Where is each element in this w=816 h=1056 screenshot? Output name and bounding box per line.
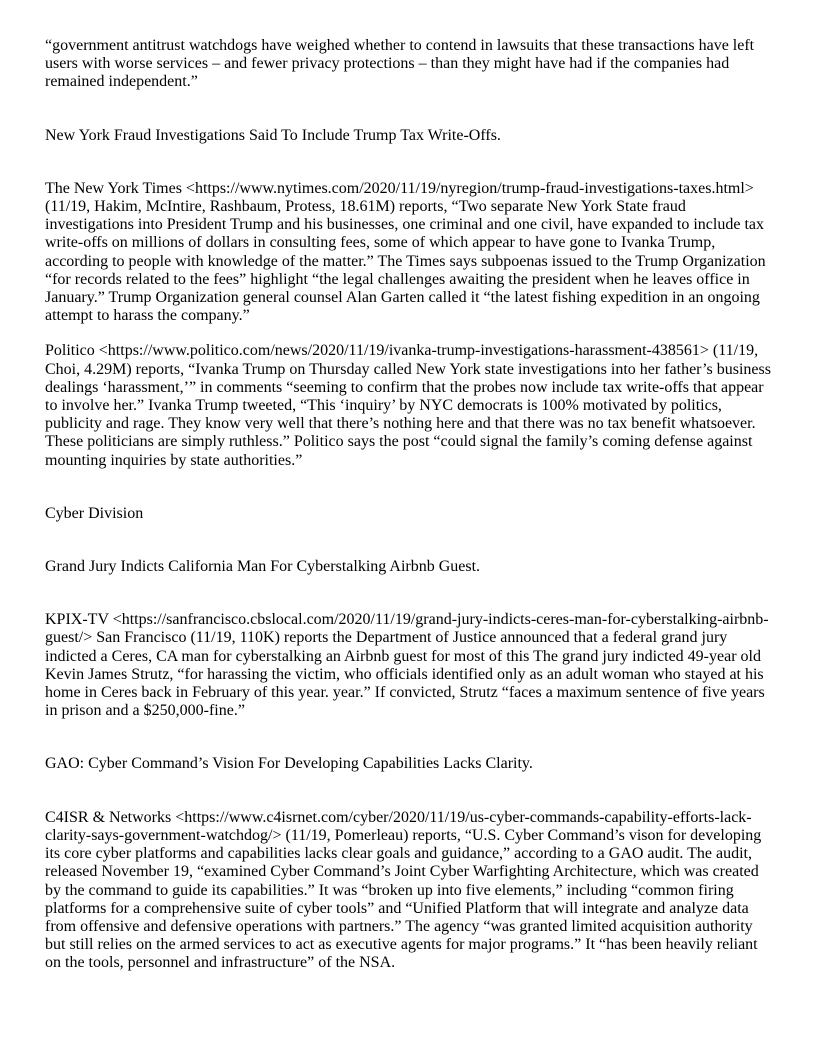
document-page bbox=[45, 37, 775, 973]
kpix-report-paragraph: KPIX-TV <https://sanfrancisco.cbslocal.com/2020/11/19/grand-jury-indicts-ceres-man-for-cyberstalking-airbnb-guest/> San Francisco (11/19, 110K) reports the Department of Justice announced that a federal grand jury indicted a Ceres, CA man for cyberstalking an Airbnb guest for most of this The grand jury indicted 49-year old Kevin James Strutz, “for harassing the victim, who officials identified only as an adult woman who stayed at his home in Ceres back in February of this year. year.” If convicted, Strutz “faces a maximum sentence of five years in prison and a $250,000-fine.” bbox=[45, 611, 769, 720]
politico-report-paragraph: Politico <https://www.politico.com/news/2020/11/19/ivanka-trump-investigations-harassment-438561> (11/19, Choi, 4.29M) reports, “Ivanka Trump on Thursday called New York state investigations into her father’s business dealings ‘harassment,’” in comments “seeming to confirm that the probes now include tax write-offs that appear to involve her.” Ivanka Trump tweeted, “This ‘inquiry’ by NYC democrats is 100% motivated by politics, publicity and rage. They know very well that there’s nothing here and that there was no tax benefit whatsoever. These politicians are simply ruthless.” Politico says the post “could signal the family’s coming defense against mounting inquiries by state authorities.” bbox=[45, 342, 771, 469]
headline-trump-tax-writeoffs: New York Fraud Investigations Said To Include Trump Tax Write-Offs. bbox=[45, 126, 501, 144]
quote-continuation-paragraph: “government antitrust watchdogs have weighed whether to contend in lawsuits that these transactions have left users with worse services – and fewer privacy protections – than they might have had if the companies had remained independent.” bbox=[45, 37, 755, 91]
headline-gao-cyber-command: GAO: Cyber Command’s Vision For Developing Capabilities Lacks Clarity. bbox=[45, 755, 533, 773]
headline-cyberstalking-indictment: Grand Jury Indicts California Man For Cyberstalking Airbnb Guest. bbox=[45, 558, 481, 576]
c4isr-report-paragraph: C4ISR & Networks <https://www.c4isrnet.com/cyber/2020/11/19/us-cyber-commands-capability-efforts-lack-clarity-says-government-watchdog/> (11/19, Pomerleau) reports, “U.S. Cyber Command’s vison for developing its core cyber platforms and capabilities lacks clear goals and guidance,” according to a GAO audit. The audit, released November 19, “examined Cyber Command’s Joint Cyber Warfighting Architecture, which was created by the command to guide its capabilities.” It was “broken up into five elements,” including “common firing platforms for a comprehensive suite of cyber tools” and “Unified Platform that will integrate and analyze data from offensive and defensive operations with partners.” The agency “was granted limited acquisition authority but still relies on the armed services to act as executive agents for major programs.” It “has been heavily reliant on the tools, personnel and infrastructure” of the NSA. bbox=[45, 808, 762, 972]
nytimes-report-paragraph: The New York Times <https://www.nytimes.com/2020/11/19/nyregion/trump-fraud-investigations-taxes.html> (11/19, Hakim, McIntire, Rashbaum, Protess, 18.61M) reports, “Two separate New York State fraud investigations into President Trump and his businesses, one criminal and one civil, have expanded to include tax write-offs on millions of dollars in consulting fees, some of which appear to have gone to Ivanka Trump, according to people with knowledge of the matter.” The Times says subpoenas issued to the Trump Organization “for records related to the fees” highlight “the legal challenges awaiting the president when he leaves office in January.” Trump Organization general counsel Alan Garten called it “the latest fishing expedition in an ongoing attempt to harass the company.” bbox=[45, 179, 766, 325]
section-heading-cyber-division: Cyber Division bbox=[45, 504, 144, 522]
